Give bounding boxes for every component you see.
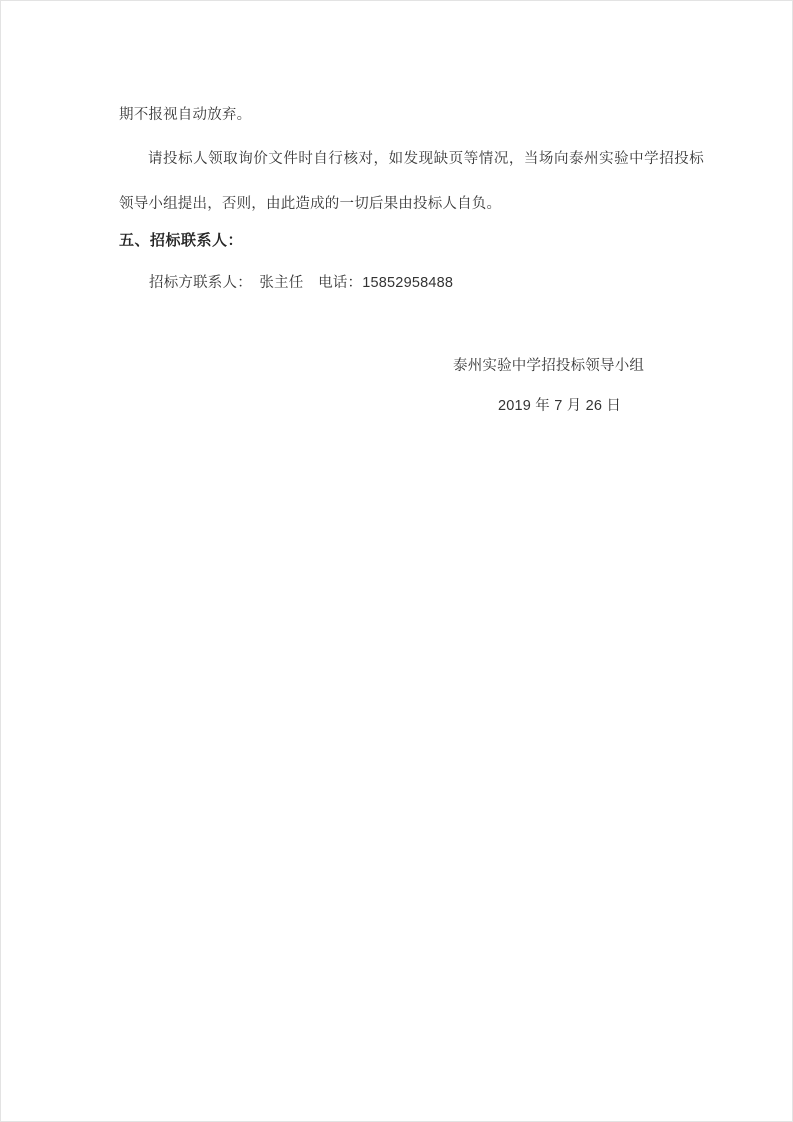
signature-date: 2019 年 7 月 26 日 bbox=[498, 398, 622, 414]
section-heading-contact: 五、招标联系人： bbox=[119, 232, 244, 249]
signature-organization: 泰州实验中学招投标领导小组 bbox=[453, 358, 645, 374]
continuation-line: 期不报视自动放弃。 bbox=[119, 107, 252, 123]
notice-paragraph: 请投标人领取询价文件时自行核对，如发现缺页等情况，当场向泰州实验中学招投标领导小组提出，否则，由此造成的一切后果由投标人自负。 bbox=[119, 151, 704, 212]
contact-line: 招标方联系人： 张主任 电话：15852958488 bbox=[149, 275, 454, 291]
